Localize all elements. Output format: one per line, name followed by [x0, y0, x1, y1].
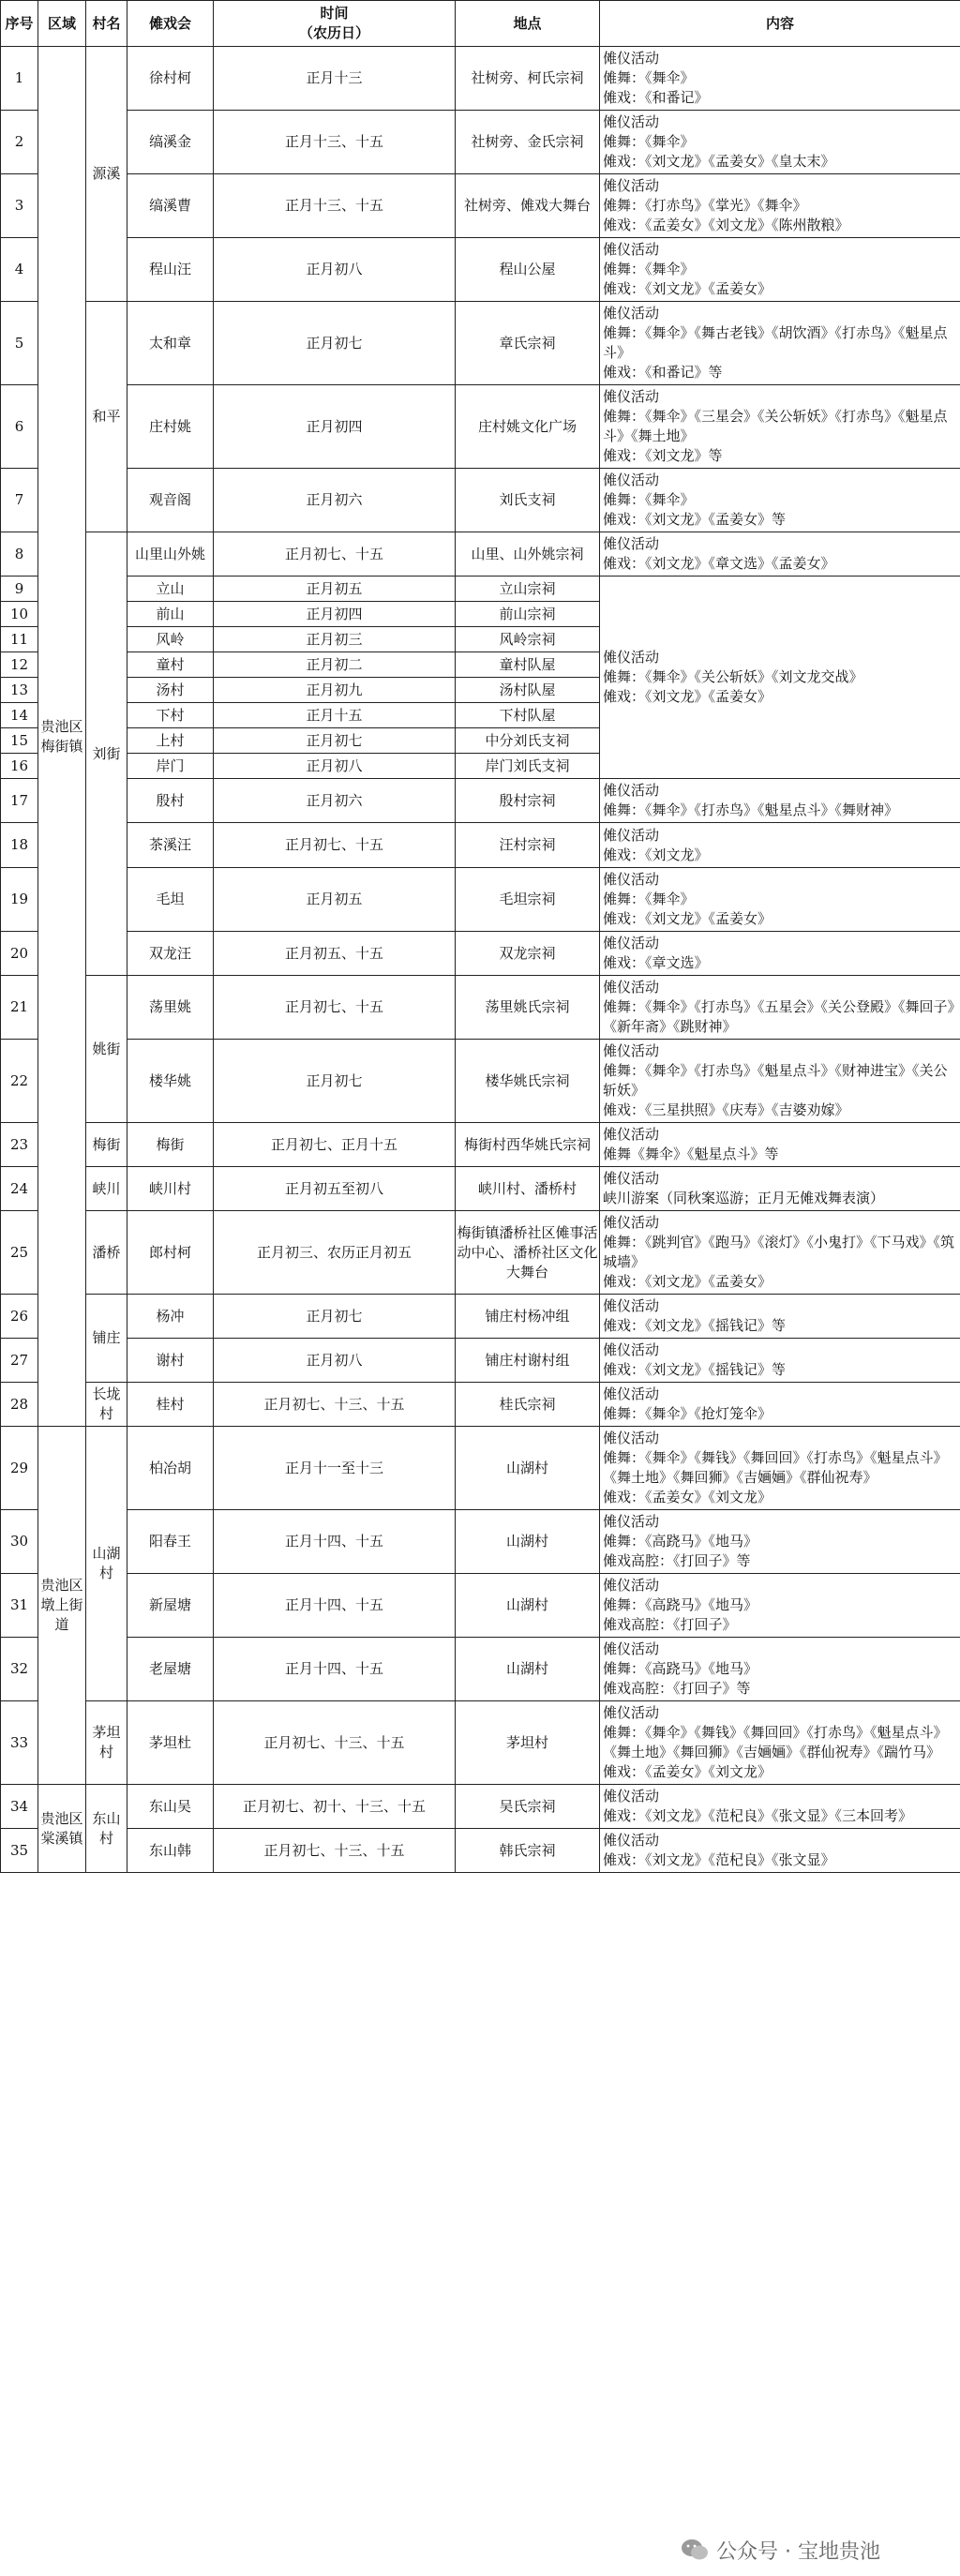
row-location: 山里、山外姚宗祠	[456, 532, 600, 577]
row-time: 正月十三	[214, 47, 456, 111]
content-cell	[600, 1339, 960, 1383]
table-row	[1, 238, 960, 302]
content-cell	[600, 1383, 960, 1427]
row-troupe: 峡川村	[128, 1167, 214, 1211]
row-troupe: 庄村姚	[128, 385, 214, 469]
table-row	[1, 1211, 960, 1295]
table-row	[1, 1339, 960, 1383]
row-location: 双龙宗祠	[456, 932, 600, 976]
row-time: 正月初三、农历正月初五	[214, 1211, 456, 1295]
row-time: 正月初八	[214, 1339, 456, 1383]
row-time: 正月初七	[214, 728, 456, 754]
row-location: 社树旁、金氏宗祠	[456, 111, 600, 174]
row-time: 正月初七	[214, 302, 456, 385]
content-line: 傩舞：《舞伞》《三星会》《关公斩妖》《打赤鸟》《魁星点斗》《舞土地》	[603, 408, 948, 444]
row-troupe: 童村	[128, 652, 214, 678]
row-seq: 17	[1, 779, 38, 823]
village-cell: 刘街	[86, 532, 128, 976]
row-time: 正月初四	[214, 602, 456, 627]
row-seq: 5	[1, 302, 38, 385]
content-cell	[600, 469, 960, 532]
content-line: 傩舞：《舞伞》	[603, 69, 695, 86]
row-location: 前山宗祠	[456, 602, 600, 627]
content-cell	[600, 1040, 960, 1123]
table-row	[1, 1295, 960, 1339]
watermark	[681, 2531, 952, 2569]
row-time: 正月十一至十三	[214, 1427, 456, 1510]
row-seq: 1	[1, 47, 38, 111]
header-time-main: 时间	[320, 5, 349, 22]
header-row	[1, 1, 960, 47]
content-line: 傩戏高腔：《打回子》等	[603, 1552, 751, 1569]
row-location: 楼华姚氏宗祠	[456, 1040, 600, 1123]
row-location: 梅街镇潘桥社区傩事活动中心、潘桥社区文化大舞台	[456, 1211, 600, 1295]
content-line: 傩舞：《高跷马》《地马》	[603, 1596, 758, 1613]
content-line: 傩舞：《舞伞》《舞钱》《舞回回》《打赤鸟》《魁星点斗》《舞土地》《舞回狮》《吉婳婳》《群仙祝寿》《踹竹马》	[603, 1724, 948, 1760]
row-time: 正月十五	[214, 703, 456, 728]
content-cell	[600, 1211, 960, 1295]
village-cell: 山湖村	[86, 1427, 128, 1701]
row-troupe: 岸门	[128, 754, 214, 779]
row-troupe: 风岭	[128, 627, 214, 652]
row-location: 岸门刘氏支祠	[456, 754, 600, 779]
row-seq: 35	[1, 1829, 38, 1873]
region-cell: 贵池区棠溪镇	[38, 1785, 86, 1873]
row-seq: 27	[1, 1339, 38, 1383]
content-cell	[600, 1785, 960, 1829]
content-line: 傩仪活动	[603, 472, 660, 488]
content-cell	[600, 976, 960, 1040]
content-cell	[600, 1123, 960, 1167]
row-troupe: 观音阁	[128, 469, 214, 532]
row-troupe: 老屋塘	[128, 1638, 214, 1701]
content-line: 傩仪活动	[603, 1126, 660, 1143]
table-row	[1, 1574, 960, 1638]
row-time: 正月初七、十五	[214, 532, 456, 577]
row-location: 韩氏宗祠	[456, 1829, 600, 1873]
row-time: 正月初七、十三、十五	[214, 1383, 456, 1427]
content-cell	[600, 111, 960, 174]
row-seq: 15	[1, 728, 38, 754]
content-line: 傩仪活动	[603, 1430, 660, 1446]
content-line: 傩仪活动	[603, 388, 660, 405]
content-line: 傩仪活动	[603, 1170, 660, 1187]
content-line: 傩仪活动	[603, 1640, 660, 1657]
row-time: 正月初五、十五	[214, 932, 456, 976]
content-line: 傩舞：《舞伞》	[603, 133, 695, 150]
content-cell-merged	[600, 577, 960, 779]
table-row	[1, 1638, 960, 1701]
village-cell: 姚街	[86, 976, 128, 1123]
header-troupe: 傩戏会	[128, 1, 214, 47]
row-location: 山湖村	[456, 1510, 600, 1574]
row-time: 正月初八	[214, 238, 456, 302]
village-cell: 东山村	[86, 1785, 128, 1873]
table-row	[1, 174, 960, 238]
row-time: 正月初七、正月十五	[214, 1123, 456, 1167]
content-cell	[600, 47, 960, 111]
content-line: 傩舞：《舞伞》《关公斩妖》《刘文龙交战》	[603, 668, 863, 685]
content-line: 傩戏高腔：《打回子》等	[603, 1680, 751, 1697]
row-troupe: 荡里姚	[128, 976, 214, 1040]
village-cell: 源溪	[86, 47, 128, 302]
header-content: 内容	[600, 1, 960, 47]
content-cell	[600, 174, 960, 238]
row-time: 正月初八	[214, 754, 456, 779]
content-line: 傩仪活动	[603, 979, 660, 996]
content-line: 傩仪活动	[603, 1832, 660, 1849]
header-village: 村名	[86, 1, 128, 47]
content-cell	[600, 1574, 960, 1638]
content-line: 傩戏：《刘文龙》《摇钱记》等	[603, 1317, 787, 1334]
header-seq: 序号	[1, 1, 38, 47]
content-line: 傩仪活动	[603, 305, 660, 322]
row-troupe: 茅坦杜	[128, 1701, 214, 1785]
row-troupe: 茶溪汪	[128, 823, 214, 868]
row-seq: 26	[1, 1295, 38, 1339]
row-location: 童村队屋	[456, 652, 600, 678]
header-location: 地点	[456, 1, 600, 47]
content-line: 傩戏：《刘文龙》《孟姜女》	[603, 280, 772, 297]
row-location: 下村队屋	[456, 703, 600, 728]
content-line: 傩舞：《高跷马》《地马》	[603, 1660, 758, 1677]
content-line: 傩仪活动	[603, 113, 660, 130]
content-cell	[600, 779, 960, 823]
row-time: 正月十四、十五	[214, 1510, 456, 1574]
table-row	[1, 1510, 960, 1574]
content-line: 傩仪活动	[603, 177, 660, 194]
row-location: 荡里姚氏宗祠	[456, 976, 600, 1040]
row-time: 正月十三、十五	[214, 111, 456, 174]
row-troupe: 程山汪	[128, 238, 214, 302]
row-seq: 21	[1, 976, 38, 1040]
row-troupe: 郎村柯	[128, 1211, 214, 1295]
row-seq: 18	[1, 823, 38, 868]
table-row	[1, 1829, 960, 1873]
table-row	[1, 1383, 960, 1427]
row-troupe: 桂村	[128, 1383, 214, 1427]
row-location: 汪村宗祠	[456, 823, 600, 868]
table-row	[1, 976, 960, 1040]
content-line: 傩戏：《刘文龙》《孟姜女》《皇太末》	[603, 153, 835, 170]
row-seq: 14	[1, 703, 38, 728]
row-location: 茅坦村	[456, 1701, 600, 1785]
content-cell	[600, 1701, 960, 1785]
row-location: 吴氏宗祠	[456, 1785, 600, 1829]
row-seq: 33	[1, 1701, 38, 1785]
header-time-sub: （农历日）	[298, 24, 369, 41]
row-time: 正月初七	[214, 1295, 456, 1339]
row-location: 中分刘氏支祠	[456, 728, 600, 754]
row-seq: 6	[1, 385, 38, 469]
content-line: 傩仪活动	[603, 871, 660, 888]
content-line: 傩戏：《刘文龙》	[603, 846, 709, 863]
table-row	[1, 823, 960, 868]
table-row	[1, 385, 960, 469]
row-time: 正月初七、初十、十三、十五	[214, 1785, 456, 1829]
watermark-text: 公众号 · 宝地贵池	[716, 2539, 880, 2564]
row-seq: 10	[1, 602, 38, 627]
region-cell: 贵池区墩上街道	[38, 1427, 86, 1785]
content-line: 傩戏：《刘文龙》《孟姜女》	[603, 688, 772, 705]
village-cell: 和平	[86, 302, 128, 532]
header-time	[214, 1, 456, 47]
content-line: 傩戏：《和番记》	[603, 89, 709, 106]
row-seq: 3	[1, 174, 38, 238]
row-time: 正月初七、十五	[214, 823, 456, 868]
content-line: 傩仪活动	[603, 782, 660, 799]
row-seq: 25	[1, 1211, 38, 1295]
content-line: 傩仪活动	[603, 535, 660, 552]
content-cell	[600, 1295, 960, 1339]
content-line: 傩仪活动	[603, 935, 660, 951]
content-line: 峡川游案（同秋案巡游；正月无傩戏舞表演）	[603, 1190, 885, 1206]
table-row	[1, 302, 960, 385]
content-line: 傩舞：《舞伞》	[603, 891, 695, 907]
wechat-icon	[681, 2538, 709, 2562]
content-cell	[600, 1427, 960, 1510]
row-time: 正月初五	[214, 577, 456, 602]
content-line: 傩舞：《舞伞》《打赤鸟》《魁星点斗》《财神进宝》《关公斩妖》	[603, 1062, 948, 1099]
content-line: 傩仪活动	[603, 1788, 660, 1805]
content-line: 傩舞：《高跷马》《地马》	[603, 1533, 758, 1550]
content-cell	[600, 385, 960, 469]
region-cell: 贵池区梅街镇	[38, 47, 86, 1427]
content-line: 傩戏：《刘文龙》等	[603, 447, 723, 464]
table-row	[1, 1785, 960, 1829]
content-cell	[600, 1510, 960, 1574]
content-line: 傩戏：《章文选》	[603, 954, 709, 971]
row-seq: 2	[1, 111, 38, 174]
content-line: 傩仪活动	[603, 1704, 660, 1721]
row-location: 殷村宗祠	[456, 779, 600, 823]
row-seq: 13	[1, 678, 38, 703]
content-line: 傩戏：《刘文龙》《范杞良》《张文显》《三本回考》	[603, 1807, 913, 1824]
row-location: 铺庄村谢村组	[456, 1339, 600, 1383]
row-location: 社树旁、柯氏宗祠	[456, 47, 600, 111]
row-time: 正月十四、十五	[214, 1638, 456, 1701]
content-line: 傩戏：《刘文龙》《孟姜女》等	[603, 511, 787, 528]
row-troupe: 谢村	[128, 1339, 214, 1383]
row-troupe: 前山	[128, 602, 214, 627]
row-time: 正月初五至初八	[214, 1167, 456, 1211]
row-troupe: 山里山外姚	[128, 532, 214, 577]
row-troupe: 楼华姚	[128, 1040, 214, 1123]
table-row	[1, 1167, 960, 1211]
content-line: 傩戏高腔：《打回子》	[603, 1616, 737, 1633]
row-troupe: 东山吴	[128, 1785, 214, 1829]
row-seq: 29	[1, 1427, 38, 1510]
table-row	[1, 1040, 960, 1123]
content-line: 傩仪活动	[603, 1577, 660, 1594]
row-time: 正月初五	[214, 868, 456, 932]
content-line: 傩舞《舞伞》《魁星点斗》等	[603, 1146, 779, 1162]
row-time: 正月十三、十五	[214, 174, 456, 238]
content-line: 傩戏：《孟姜女》《刘文龙》	[603, 1763, 772, 1780]
row-troupe: 殷村	[128, 779, 214, 823]
row-seq: 28	[1, 1383, 38, 1427]
row-location: 社树旁、傩戏大舞台	[456, 174, 600, 238]
row-seq: 22	[1, 1040, 38, 1123]
content-line: 傩仪活动	[603, 1042, 660, 1059]
row-location: 桂氏宗祠	[456, 1383, 600, 1427]
content-line: 傩戏：《孟姜女》《刘文龙》	[603, 1489, 772, 1505]
row-location: 山湖村	[456, 1638, 600, 1701]
row-time: 正月初七	[214, 1040, 456, 1123]
village-cell: 峡川	[86, 1167, 128, 1211]
content-cell	[600, 1167, 960, 1211]
row-troupe: 徐村柯	[128, 47, 214, 111]
row-seq: 9	[1, 577, 38, 602]
row-troupe: 东山韩	[128, 1829, 214, 1873]
row-troupe: 缟溪金	[128, 111, 214, 174]
row-seq: 7	[1, 469, 38, 532]
row-troupe: 柏冶胡	[128, 1427, 214, 1510]
village-cell: 铺庄	[86, 1295, 128, 1383]
row-location: 刘氏支祠	[456, 469, 600, 532]
row-seq: 19	[1, 868, 38, 932]
row-time: 正月初七、十三、十五	[214, 1701, 456, 1785]
content-line: 傩仪活动	[603, 50, 660, 67]
row-location: 毛坦宗祠	[456, 868, 600, 932]
row-seq: 8	[1, 532, 38, 577]
content-cell	[600, 238, 960, 302]
content-line: 傩仪活动	[603, 1341, 660, 1358]
row-seq: 34	[1, 1785, 38, 1829]
row-seq: 23	[1, 1123, 38, 1167]
content-line: 傩舞：《舞伞》《舞钱》《舞回回》《打赤鸟》《魁星点斗》《舞土地》《舞回狮》《吉婳婳》《群仙祝寿》	[603, 1449, 948, 1486]
row-time: 正月初九	[214, 678, 456, 703]
table-row	[1, 1427, 960, 1510]
row-time: 正月初三	[214, 627, 456, 652]
content-line: 傩戏：《三星拱照》《庆寿》《吉婆劝嫁》	[603, 1101, 849, 1118]
content-line: 傩戏：《刘文龙》《摇钱记》等	[603, 1361, 787, 1378]
row-time: 正月初七、十五	[214, 976, 456, 1040]
content-cell	[600, 1829, 960, 1873]
row-troupe: 太和章	[128, 302, 214, 385]
row-troupe: 上村	[128, 728, 214, 754]
table-row	[1, 1123, 960, 1167]
content-line: 傩仪活动	[603, 1513, 660, 1530]
row-location: 庄村姚文化广场	[456, 385, 600, 469]
table-row	[1, 779, 960, 823]
row-troupe: 杨冲	[128, 1295, 214, 1339]
content-line: 傩仪活动	[603, 241, 660, 258]
row-location: 汤村队屋	[456, 678, 600, 703]
row-troupe: 梅街	[128, 1123, 214, 1167]
row-seq: 31	[1, 1574, 38, 1638]
row-location: 铺庄村杨冲组	[456, 1295, 600, 1339]
row-troupe: 阳春王	[128, 1510, 214, 1574]
content-cell	[600, 532, 960, 577]
row-location: 立山宗祠	[456, 577, 600, 602]
content-line: 傩戏：《刘文龙》《范杞良》《张文显》	[603, 1851, 835, 1868]
table-row	[1, 577, 960, 602]
row-troupe: 立山	[128, 577, 214, 602]
row-seq: 11	[1, 627, 38, 652]
content-line: 傩仪活动	[603, 1214, 660, 1231]
table-row	[1, 469, 960, 532]
table-row	[1, 47, 960, 111]
content-line: 傩仪活动	[603, 1297, 660, 1314]
row-location: 山湖村	[456, 1574, 600, 1638]
village-cell: 梅街	[86, 1123, 128, 1167]
content-line: 傩舞：《舞伞》《打赤鸟》《五星会》《关公登殿》《舞回子》《新年斋》《跳财神》	[603, 998, 955, 1035]
row-seq: 4	[1, 238, 38, 302]
content-line: 傩舞：《舞伞》《打赤鸟》《魁星点斗》《舞财神》	[603, 801, 899, 818]
content-line: 傩戏：《刘文龙》《章文选》《孟姜女》	[603, 555, 835, 572]
content-line: 傩舞：《跳判官》《跑马》《滚灯》《小鬼打》《下马戏》《筑城墙》	[603, 1234, 955, 1270]
table-row	[1, 532, 960, 577]
row-time: 正月初六	[214, 779, 456, 823]
row-location: 梅街村西华姚氏宗祠	[456, 1123, 600, 1167]
content-line: 傩仪活动	[603, 826, 660, 844]
content-line: 傩舞：《舞伞》	[603, 261, 695, 277]
content-line: 傩舞：《打赤鸟》《掌光》《舞伞》	[603, 197, 807, 214]
row-time: 正月初六	[214, 469, 456, 532]
row-troupe: 毛坦	[128, 868, 214, 932]
content-line: 傩仪活动	[603, 1385, 660, 1402]
row-troupe: 双龙汪	[128, 932, 214, 976]
header-region: 区域	[38, 1, 86, 47]
village-cell: 长垅村	[86, 1383, 128, 1427]
village-cell: 潘桥	[86, 1211, 128, 1295]
row-seq: 16	[1, 754, 38, 779]
row-time: 正月初二	[214, 652, 456, 678]
row-troupe: 新屋塘	[128, 1574, 214, 1638]
row-troupe: 汤村	[128, 678, 214, 703]
content-line: 傩戏：《刘文龙》《孟姜女》	[603, 910, 772, 927]
row-seq: 30	[1, 1510, 38, 1574]
row-seq: 24	[1, 1167, 38, 1211]
row-time: 正月十四、十五	[214, 1574, 456, 1638]
row-seq: 12	[1, 652, 38, 678]
content-line: 傩戏：《刘文龙》《孟姜女》	[603, 1273, 772, 1290]
content-line: 傩戏：《孟姜女》《刘文龙》《陈州散粮》	[603, 217, 849, 233]
row-location: 章氏宗祠	[456, 302, 600, 385]
row-troupe: 缟溪曹	[128, 174, 214, 238]
table-row	[1, 1701, 960, 1785]
content-line: 傩舞：《舞伞》《舞古老钱》《胡饮酒》《打赤鸟》《魁星点斗》	[603, 324, 948, 361]
row-troupe: 下村	[128, 703, 214, 728]
content-cell	[600, 868, 960, 932]
row-location: 山湖村	[456, 1427, 600, 1510]
content-line: 傩戏：《和番记》等	[603, 364, 723, 381]
row-seq: 20	[1, 932, 38, 976]
content-line: 傩仪活动	[603, 649, 660, 666]
content-cell	[600, 1638, 960, 1701]
content-line: 傩舞：《舞伞》《抢灯笼伞》	[603, 1405, 772, 1422]
table-row	[1, 932, 960, 976]
content-line: 傩舞：《舞伞》	[603, 491, 695, 508]
table-row	[1, 868, 960, 932]
content-cell	[600, 823, 960, 868]
content-cell	[600, 932, 960, 976]
row-location: 风岭宗祠	[456, 627, 600, 652]
row-time: 正月初四	[214, 385, 456, 469]
row-location: 峡川村、潘桥村	[456, 1167, 600, 1211]
row-time: 正月初七、十三、十五	[214, 1829, 456, 1873]
row-location: 程山公屋	[456, 238, 600, 302]
village-cell: 茅坦村	[86, 1701, 128, 1785]
row-seq: 32	[1, 1638, 38, 1701]
content-cell	[600, 302, 960, 385]
table-row	[1, 111, 960, 174]
